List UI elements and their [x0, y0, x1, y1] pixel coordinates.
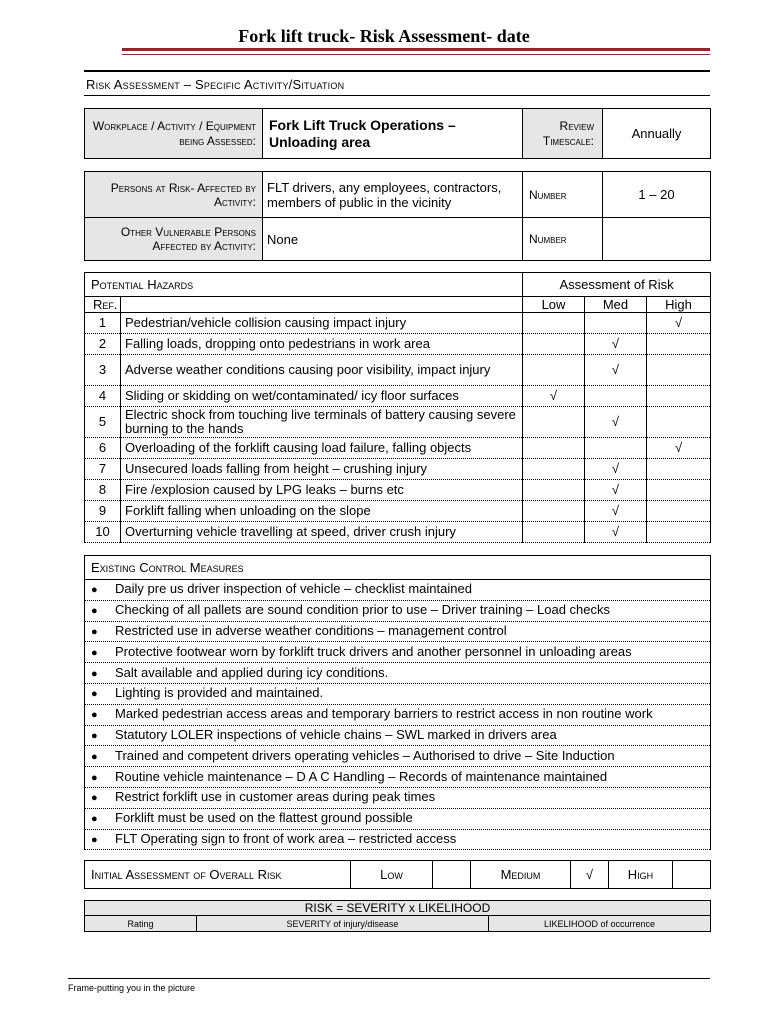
hazard-row: [85, 355, 711, 386]
risk-equation-table: [84, 900, 711, 932]
hazard-risk-low-check: [523, 355, 585, 386]
hazard-risk-med-check: √: [585, 522, 647, 543]
footer-rule: [68, 978, 710, 979]
hazard-risk-med-check: √: [585, 334, 647, 355]
section-title: Risk Assessment – Specific Activity/Situation: [84, 70, 710, 96]
control-measure-text: Daily pre us driver inspection of vehicle – checklist maintained: [115, 581, 472, 597]
low-column-header: Low: [523, 297, 585, 313]
hazard-risk-high-check: √: [647, 313, 711, 334]
control-measure-item: [85, 767, 711, 788]
footer-text: Frame-putting you in the picture: [68, 983, 196, 993]
high-column-header: High: [647, 297, 711, 313]
hazard-risk-high-check: √: [647, 438, 711, 459]
hazard-ref: 2: [85, 334, 121, 355]
bullet-icon: ●: [91, 646, 98, 659]
control-measure-row: [85, 746, 711, 767]
hazard-description: Overturning vehicle travelling at speed, driver crush injury: [121, 522, 523, 543]
control-measure-row: [85, 663, 711, 684]
bullet-icon: ●: [91, 833, 98, 846]
control-measure-row: [85, 787, 711, 808]
control-measure-text: Restricted use in adverse weather conditions – management control: [115, 622, 507, 638]
hazard-risk-med-check: √: [585, 480, 647, 501]
hazard-risk-low-check: [523, 313, 585, 334]
control-measures-table: [84, 555, 711, 850]
hazard-row: [85, 522, 711, 543]
hazard-risk-low-check: [523, 480, 585, 501]
hazard-row: [85, 480, 711, 501]
review-timescale-label: Review Timescale:: [523, 109, 603, 159]
review-timescale-value: Annually: [603, 109, 711, 159]
other-number-value: [603, 218, 711, 261]
control-measure-text: Checking of all pallets are sound condition prior to use – Driver training – Load checks: [115, 602, 610, 618]
hazard-description: Electric shock from touching live terminals of battery causing severe burning to the hands: [121, 407, 523, 438]
control-measure-row: [85, 829, 711, 850]
description-column-header: [121, 297, 523, 313]
overall-risk-medium-label: Medium: [471, 861, 571, 889]
hazard-risk-high-check: [647, 480, 711, 501]
hazard-rows: [85, 313, 711, 543]
hazard-ref: 3: [85, 355, 121, 386]
hazard-ref: 6: [85, 438, 121, 459]
hazard-risk-low-check: [523, 501, 585, 522]
control-measure-text: Lighting is provided and maintained.: [115, 685, 324, 701]
hazard-description: Unsecured loads falling from height – crushing injury: [121, 459, 523, 480]
bullet-icon: ●: [91, 667, 98, 680]
persons-number-label: Number: [523, 172, 603, 218]
hazard-risk-low-check: [523, 407, 585, 438]
hazard-risk-low-check: [523, 459, 585, 480]
document-title: Fork lift truck- Risk Assessment- date: [238, 26, 530, 46]
hazard-risk-high-check: [647, 334, 711, 355]
bullet-icon: ●: [91, 771, 98, 784]
bullet-icon: ●: [91, 813, 98, 826]
workplace-table: [84, 108, 711, 159]
control-measure-row: [85, 683, 711, 704]
persons-at-risk-value: FLT drivers, any employees, contractors, members of public in the vicinity: [263, 172, 523, 218]
control-measure-row: [85, 704, 711, 725]
control-measure-text: FLT Operating sign to front of work area – restricted access: [115, 830, 457, 846]
bullet-icon: ●: [91, 584, 98, 597]
likelihood-column-header: LIKELIHOOD of occurrence: [489, 916, 711, 932]
control-measure-row: [85, 621, 711, 642]
hazard-description: Falling loads, dropping onto pedestrians in work area: [121, 334, 523, 355]
hazard-risk-med-check: √: [585, 355, 647, 386]
hazard-row: [85, 459, 711, 480]
hazard-risk-med-check: √: [585, 407, 647, 438]
control-measure-item: [85, 725, 711, 746]
control-measure-item: [85, 808, 711, 829]
hazard-row: [85, 334, 711, 355]
ref-column-header: Ref.: [85, 297, 121, 313]
hazard-description: Adverse weather conditions causing poor visibility, impact injury: [121, 355, 523, 386]
hazard-risk-high-check: [647, 386, 711, 407]
hazard-row: [85, 438, 711, 459]
initial-assessment-label: Initial Assessment of Overall Risk: [85, 861, 351, 889]
hazard-ref: 5: [85, 407, 121, 438]
hazard-risk-med-check: √: [585, 459, 647, 480]
overall-risk-medium-check: √: [571, 861, 609, 889]
bullet-icon: ●: [91, 688, 98, 701]
hazard-risk-med-check: [585, 313, 647, 334]
hazard-description: Sliding or skidding on wet/contaminated/ icy floor surfaces: [121, 386, 523, 407]
title-rule-thin: [122, 54, 710, 55]
hazard-risk-low-check: √: [523, 386, 585, 407]
title-rule-thick: [122, 48, 710, 51]
hazard-risk-high-check: [647, 501, 711, 522]
control-measure-item: [85, 621, 711, 642]
overall-risk-low-check: [433, 861, 471, 889]
hazard-ref: 10: [85, 522, 121, 543]
control-measure-rows: [85, 580, 711, 850]
overall-risk-high-check: [673, 861, 711, 889]
overall-risk-high-label: High: [609, 861, 673, 889]
hazard-ref: 4: [85, 386, 121, 407]
hazard-ref: 9: [85, 501, 121, 522]
control-measure-text: Trained and competent drivers operating vehicles – Authorised to drive – Site Induction: [115, 747, 615, 763]
hazard-risk-high-check: [647, 459, 711, 480]
control-measure-text: Salt available and applied during icy conditions.: [115, 664, 389, 680]
hazard-risk-low-check: [523, 522, 585, 543]
control-measure-item: [85, 746, 711, 767]
other-vulnerable-label: Other Vulnerable Persons Affected by Activity:: [85, 218, 263, 261]
risk-formula: RISK = SEVERITY x LIKELIHOOD: [85, 901, 711, 916]
control-measure-text: Marked pedestrian access areas and temporary barriers to restrict access in non routine work: [115, 706, 653, 722]
control-measure-text: Statutory LOLER inspections of vehicle chains – SWL marked in drivers area: [115, 726, 557, 742]
hazard-risk-med-check: [585, 438, 647, 459]
hazard-risk-high-check: [647, 522, 711, 543]
bullet-icon: ●: [91, 709, 98, 722]
control-measure-text: Restrict forklift use in customer areas during peak times: [115, 789, 436, 805]
control-measure-item: [85, 704, 711, 725]
hazard-description: Forklift falling when unloading on the slope: [121, 501, 523, 522]
hazard-row: [85, 407, 711, 438]
other-vulnerable-value: None: [263, 218, 523, 261]
other-number-label: Number: [523, 218, 603, 261]
hazard-risk-low-check: [523, 334, 585, 355]
hazard-row: [85, 313, 711, 334]
persons-at-risk-table: [84, 171, 711, 261]
hazard-risk-high-check: [647, 355, 711, 386]
hazard-row: [85, 386, 711, 407]
control-measure-row: [85, 808, 711, 829]
control-measure-row: [85, 725, 711, 746]
hazard-risk-med-check: √: [585, 501, 647, 522]
control-measure-item: [85, 663, 711, 684]
bullet-icon: ●: [91, 792, 98, 805]
persons-number-value: 1 – 20: [603, 172, 711, 218]
control-measure-item: [85, 787, 711, 808]
severity-column-header: SEVERITY of injury/disease: [197, 916, 489, 932]
control-measure-row: [85, 767, 711, 788]
hazard-description: Overloading of the forklift causing load failure, falling objects: [121, 438, 523, 459]
hazard-risk-low-check: [523, 438, 585, 459]
bullet-icon: ●: [91, 625, 98, 638]
control-measure-text: Routine vehicle maintenance – D A C Handling – Records of maintenance maintained: [115, 768, 608, 784]
overall-risk-low-label: Low: [351, 861, 433, 889]
control-measure-item: [85, 829, 711, 850]
control-measure-row: [85, 580, 711, 601]
control-measure-text: Forklift must be used on the flattest ground possible: [115, 810, 413, 826]
hazard-description: Fire /explosion caused by LPG leaks – burns etc: [121, 480, 523, 501]
hazard-description: Pedestrian/vehicle collision causing impact injury: [121, 313, 523, 334]
control-measure-row: [85, 642, 711, 663]
control-measure-row: [85, 600, 711, 621]
potential-hazards-header: Potential Hazards: [85, 273, 523, 297]
control-measures-header: Existing Control Measures: [85, 556, 711, 580]
med-column-header: Med: [585, 297, 647, 313]
persons-at-risk-label: Persons at Risk- Affected by Activity:: [85, 172, 263, 218]
control-measure-item: [85, 642, 711, 663]
hazard-row: [85, 501, 711, 522]
bullet-icon: ●: [91, 750, 98, 763]
control-measure-item: [85, 683, 711, 704]
initial-assessment-table: [84, 860, 711, 889]
bullet-icon: ●: [91, 605, 98, 618]
bullet-icon: ●: [91, 729, 98, 742]
hazard-ref: 1: [85, 313, 121, 334]
hazard-risk-med-check: [585, 386, 647, 407]
control-measure-item: [85, 600, 711, 621]
rating-column-header: Rating: [85, 916, 197, 932]
hazard-ref: 8: [85, 480, 121, 501]
workplace-value: Fork Lift Truck Operations – Unloading area: [263, 109, 523, 159]
workplace-label: Workplace / Activity / Equipment being Assessed:: [85, 109, 263, 159]
control-measure-item: [85, 580, 711, 601]
assessment-of-risk-header: Assessment of Risk: [523, 273, 711, 297]
control-measure-text: Protective footwear worn by forklift truck drivers and another personnel in unloading areas: [115, 643, 632, 659]
hazard-ref: 7: [85, 459, 121, 480]
potential-hazards-table: [84, 272, 711, 543]
hazard-risk-high-check: [647, 407, 711, 438]
